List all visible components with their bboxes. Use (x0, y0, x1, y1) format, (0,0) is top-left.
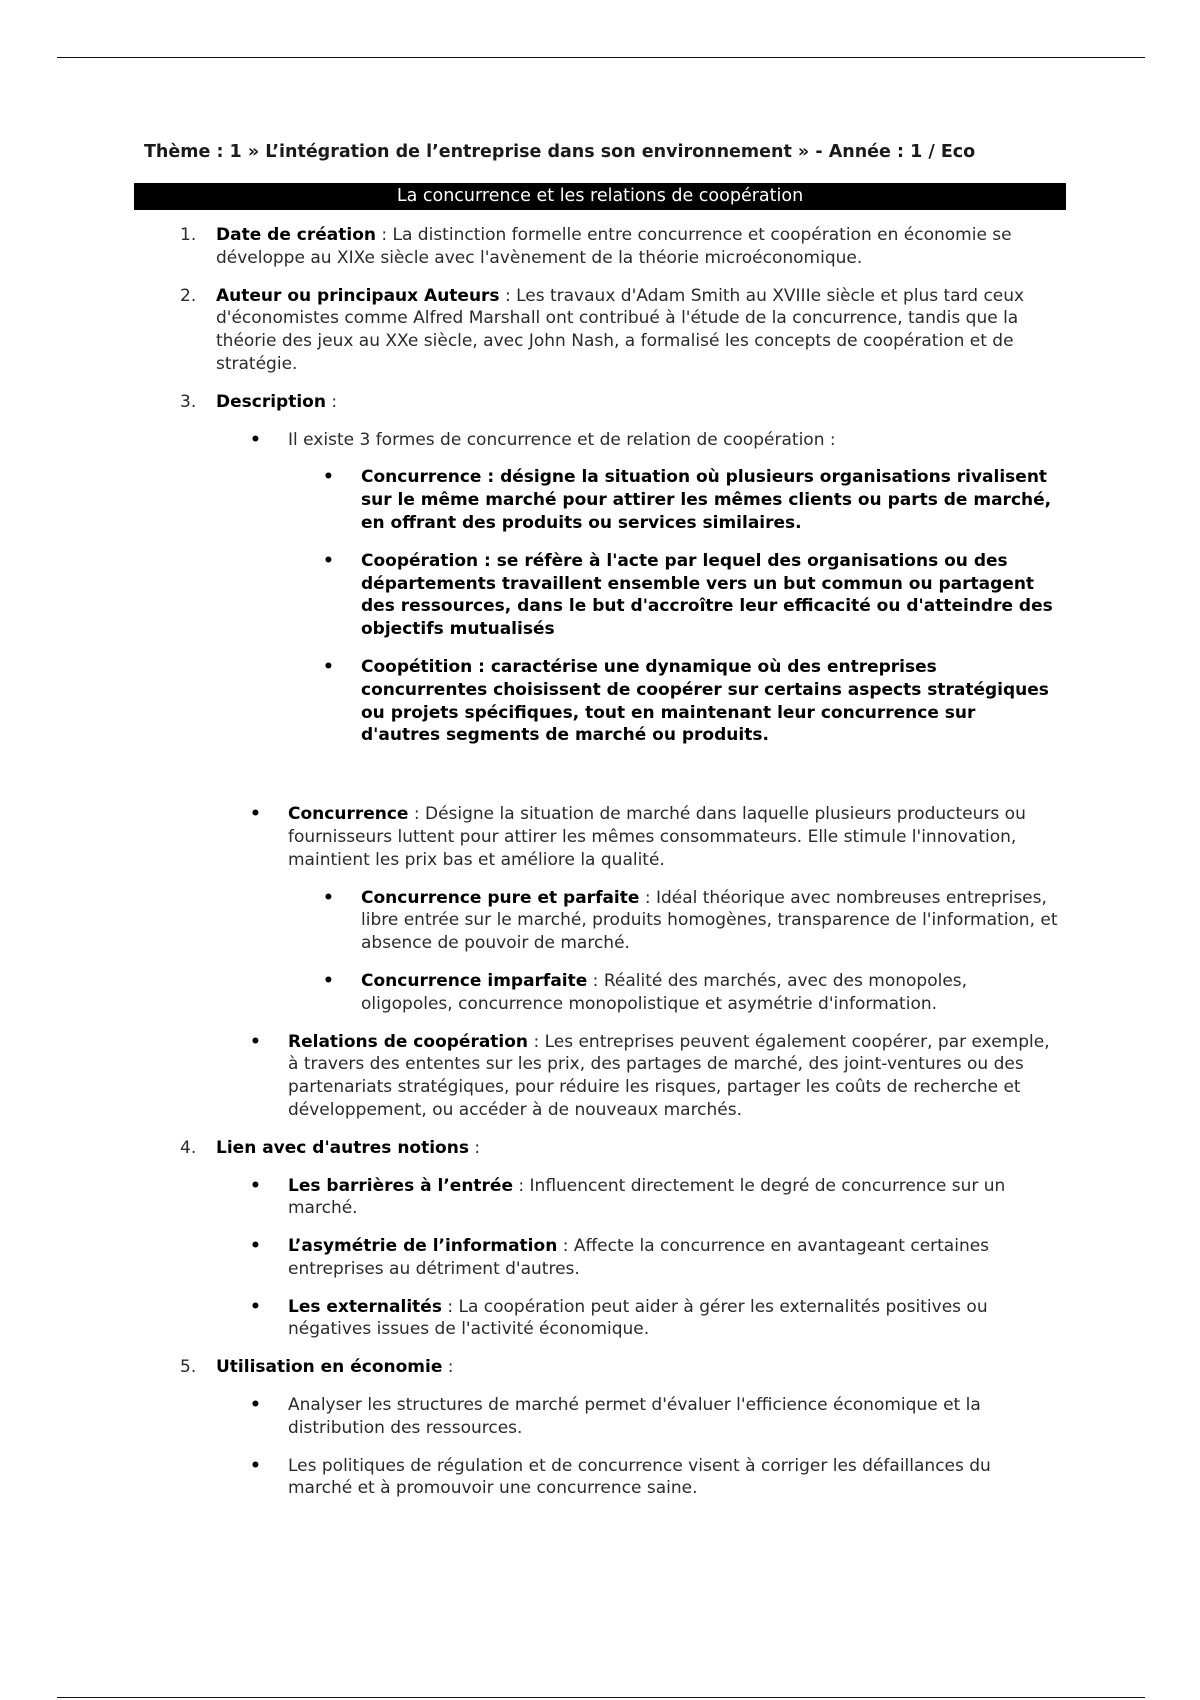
item-text: : La coopération peut aider à gérer les externalités positives ou négatives issues de l'activité économique. (288, 1296, 988, 1340)
section-number: 5. (180, 1357, 197, 1378)
section-text: : (468, 1137, 481, 1158)
list-item (0, 1455, 1200, 1501)
list-item (0, 1175, 1200, 1221)
bullet-icon: • (323, 970, 334, 991)
list-item (0, 1296, 1200, 1342)
list-item (0, 656, 1200, 747)
item-text: : Idéal théorique avec nombreuses entreprises, libre entrée sur le marché, produits homogènes, transparence de l'information, et absence de pouvoir de marché. (361, 887, 1058, 954)
section-auteurs (0, 285, 1200, 376)
bullet-icon: • (323, 467, 334, 488)
item-title: L’asymétrie de l’information (288, 1236, 558, 1257)
bullet-icon: • (250, 1296, 261, 1317)
bullet-icon: • (250, 1175, 261, 1196)
list-item (0, 429, 1200, 452)
section-text: : (325, 391, 338, 412)
bullet-icon: • (323, 887, 334, 908)
section-number: 4. (180, 1137, 197, 1158)
list-item (0, 803, 1200, 871)
item-text: Analyser les structures de marché permet d'évaluer l'efficience économique et la distribution des ressources. (288, 1395, 981, 1438)
bullet-icon: • (323, 656, 334, 677)
item-text: : Influencent directement le degré de concurrence sur un marché. (288, 1175, 1006, 1219)
item-title: Les externalités (288, 1296, 442, 1317)
bullet-icon: • (250, 1395, 261, 1416)
item-text: Les politiques de régulation et de concurrence visent à corriger les défaillances du marché et à promouvoir une concurrence saine. (288, 1455, 991, 1499)
top-rule (57, 57, 1145, 58)
section-number: 1. (180, 225, 197, 245)
bottom-rule (57, 1697, 1145, 1698)
item-text: : Désigne la situation de marché dans laquelle plusieurs producteurs ou fournisseurs luttent pour attirer les mêmes consommateurs. Elle stimule l'innovation, maintient les prix bas et améliore la qualité. (288, 804, 1026, 870)
list-item (0, 1235, 1200, 1281)
item-title: Concurrence imparfaite (361, 970, 588, 991)
form-concurrence: Concurrence : désigne la situation où plusieurs organisations rivalisent sur le même marché pour attirer les mêmes clients ou parts de marché, en offrant des produits ou services similaires. (361, 467, 1052, 533)
section-title: Lien avec d'autres notions (216, 1137, 469, 1158)
list-item (0, 1031, 1200, 1122)
description-intro: Il existe 3 formes de concurrence et de relation de coopération : (288, 429, 836, 450)
section-title: Description (216, 391, 326, 412)
section-title: Auteur ou principaux Auteurs (216, 285, 500, 306)
form-cooperation: Coopération : se réfère à l'acte par lequel des organisations ou des départements travaillent ensemble vers un but commun ou partagent des ressources, dans le but d'accroître leur efficacité ou d'atteindre des objectifs mutualisés (361, 550, 1053, 640)
bullet-icon: • (250, 1031, 261, 1052)
section-text: : La distinction formelle entre concurrence et coopération en économie se développe au XIXe siècle avec l'avènement de la théorie microéconomique. (216, 225, 1012, 268)
item-title: Concurrence (288, 804, 409, 825)
list-item (0, 887, 1200, 955)
section-title: Utilisation en économie (216, 1357, 443, 1378)
section-lien (0, 1137, 1200, 1160)
item-title: Les barrières à l’entrée (288, 1175, 513, 1196)
item-text: : Réalité des marchés, avec des monopoles, oligopoles, concurrence monopolistique et asymétrie d'information. (361, 970, 968, 1014)
list-item (0, 466, 1200, 534)
section-number: 2. (180, 285, 197, 306)
item-title: Relations de coopération (288, 1031, 529, 1052)
section-title: Date de création (216, 225, 376, 245)
theme-heading: Thème : 1 » L’intégration de l’entreprise dans son environnement » - Année : 1 / Eco (144, 142, 976, 162)
list-item (0, 970, 1200, 1016)
bullet-icon: • (250, 1455, 261, 1476)
list-item (0, 1394, 1200, 1440)
list-item (0, 550, 1200, 641)
bullet-icon: • (250, 804, 261, 825)
title-banner: La concurrence et les relations de coopération (134, 183, 1066, 210)
section-number: 3. (180, 391, 197, 412)
bullet-icon: • (250, 1236, 261, 1257)
item-title: Concurrence pure et parfaite (361, 887, 640, 908)
document-body (0, 224, 1200, 1500)
item-text: : Affecte la concurrence en avantageant certaines entreprises au détriment d'autres. (288, 1236, 990, 1279)
section-utilisation (0, 1356, 1200, 1379)
form-coopetition: Coopétition : caractérise une dynamique où des entreprises concurrentes choisissent de coopérer sur certains aspects stratégiques ou projets spécifiques, tout en maintenant leur concurrence sur d'autres segments de marché ou produits. (361, 656, 1049, 746)
section-text: : Les travaux d'Adam Smith au XVIIIe siècle et plus tard ceux d'économistes comme Alfred Marshall ont contribué à l'étude de la concurrence, tandis que la théorie des jeux au XXe siècle, avec John Nash, a formalisé les concepts de coopération et de stratégie. (216, 285, 1025, 374)
section-description (0, 391, 1200, 414)
bullet-icon: • (250, 429, 261, 450)
item-text: : Les entreprises peuvent également coopérer, par exemple, à travers des ententes sur les prix, des partages de marché, des joint-ventures ou des partenariats stratégiques, pour réduire les risques, partager les coûts de recherche et développement, ou accéder à de nouveaux marchés. (288, 1031, 1050, 1120)
section-date-creation (0, 224, 1200, 270)
bullet-icon: • (323, 550, 334, 571)
section-text: : (442, 1357, 454, 1378)
